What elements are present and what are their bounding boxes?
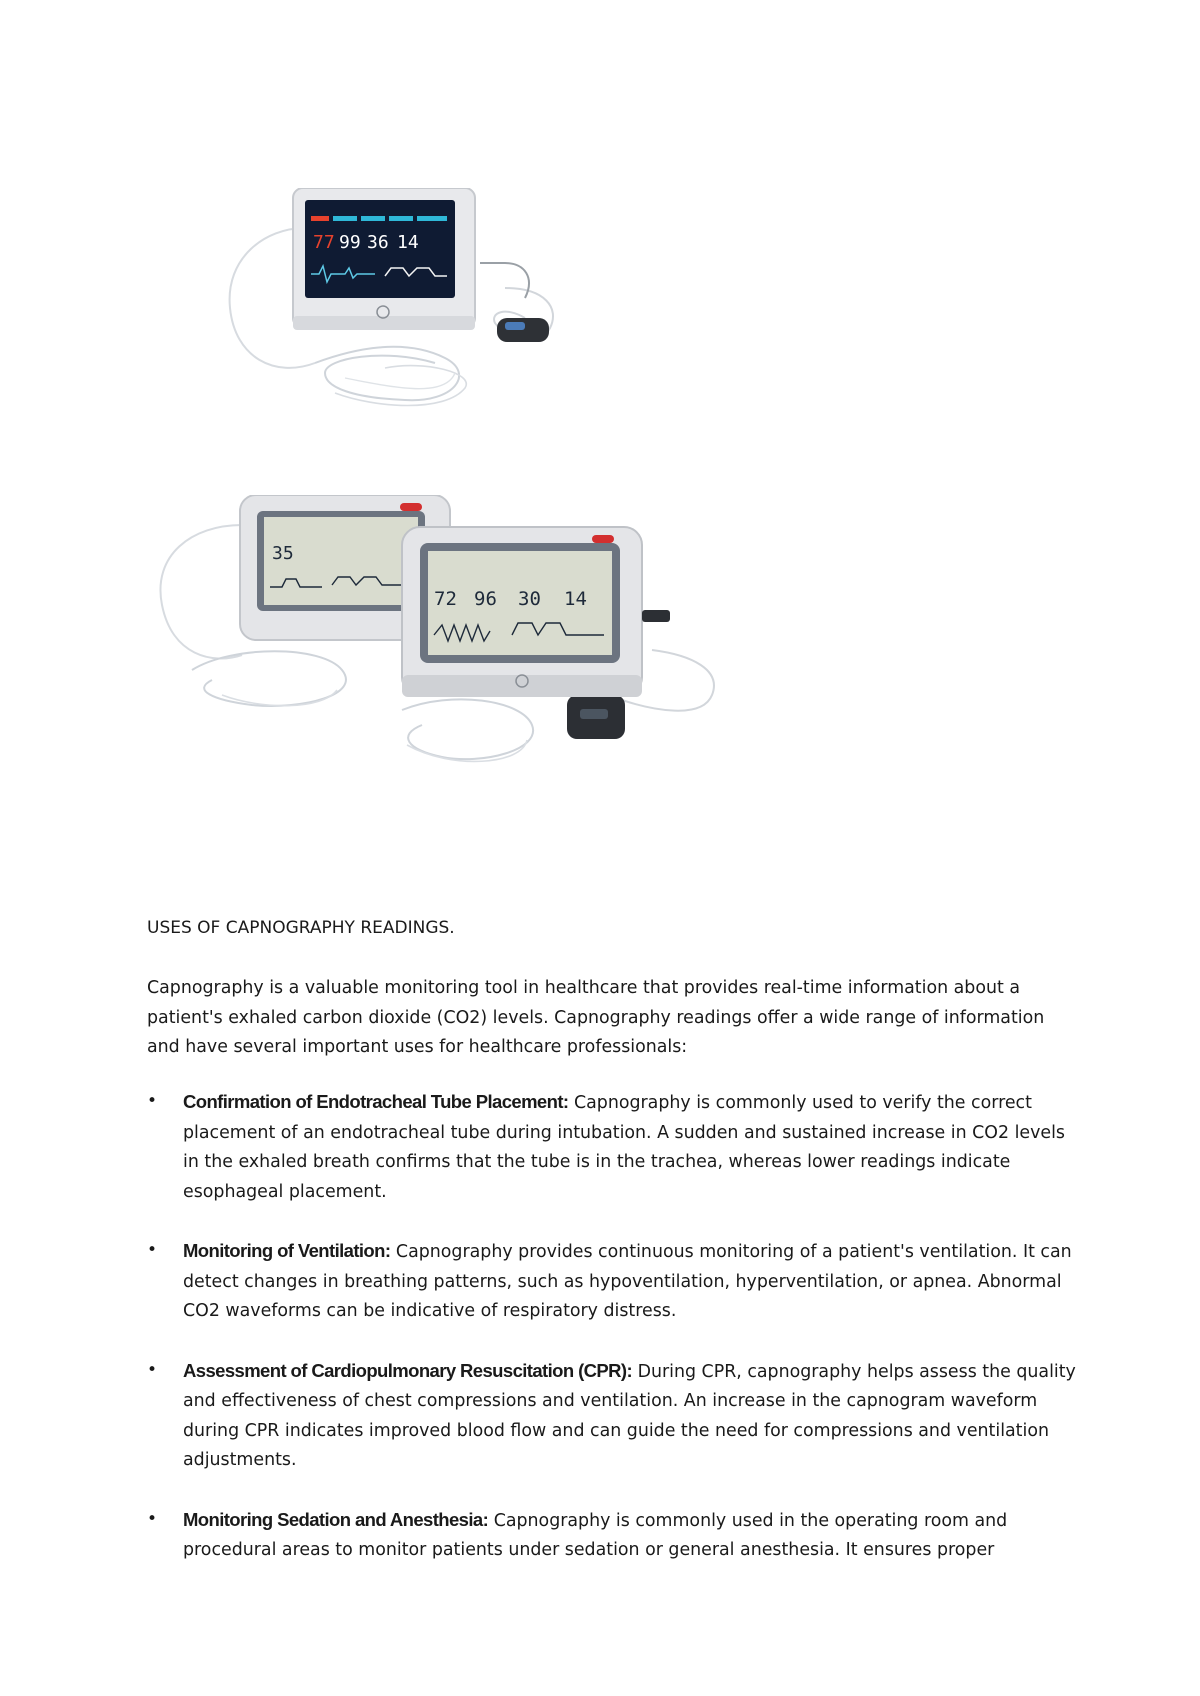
list-item-separator: : [384, 1240, 391, 1261]
list-item-text: Capnography provides continuous monitoring of a patient's ventilation. It can detect changes in breathing patterns, such as hypoventilation, hyperventilation, or apnea. Abnormal CO2 waveforms can be indicative of respiratory distress. [183, 1242, 1072, 1321]
monitor-reading: 96 [474, 588, 497, 610]
bullet-icon: • [147, 1240, 158, 1260]
monitor-reading: 77 [313, 232, 335, 253]
monitor-reading: 30 [518, 588, 541, 610]
list-item-term: Monitoring of Ventilation [183, 1240, 385, 1261]
oximeter-clip-icon [497, 318, 549, 342]
list-item [147, 1236, 1077, 1327]
monitor-reading: 72 [434, 588, 457, 610]
list-item-text: During CPR, capnography helps assess the quality and effectiveness of chest compressions and ventilation. An increase in the capnogram waveform during CPR indicates improved blood flow and can guide the need for compressions and ventilation adjustments. [183, 1361, 1076, 1470]
bullet-icon: • [147, 1359, 158, 1380]
section-heading: USES OF CAPNOGRAPHY READINGS. [147, 918, 455, 938]
monitor-reading: 35 [272, 543, 294, 564]
uses-list [147, 1087, 1077, 1595]
monitor-photo-pair [152, 495, 742, 815]
list-item [147, 1505, 1077, 1566]
list-item-term: Assessment of Cardiopulmonary Resuscitation (CPR) [183, 1359, 627, 1381]
list-item-separator: : [626, 1359, 633, 1381]
list-item [147, 1356, 1077, 1476]
list-item-term: Monitoring Sedation and Anesthesia [183, 1508, 483, 1530]
monitor-reading: 14 [397, 232, 419, 253]
bullet-icon: • [147, 1508, 158, 1529]
bullet-icon: • [147, 1091, 158, 1111]
list-item [147, 1087, 1077, 1207]
list-item-text: Capnography is commonly used in the operating room and procedural areas to monitor patients under sedation or general anesthesia. It ensures proper [183, 1510, 1008, 1560]
list-item-term: Confirmation of Endotracheal Tube Placement [183, 1091, 563, 1112]
list-item-text: Capnography is commonly used to verify the correct placement of an endotracheal tube during intubation. A sudden and sustained increase in CO2 levels in the exhaled breath confirms that the tube is in the trachea, whereas lower readings indicate esophageal placement. [183, 1093, 1065, 1202]
monitor-reading: 14 [564, 588, 587, 610]
list-item-separator: : [482, 1508, 489, 1530]
monitor-photo-single [205, 188, 587, 424]
intro-paragraph: Capnography is a valuable monitoring tool in healthcare that provides real-time information about a patient's exhaled carbon dioxide (CO2) levels. Capnography readings offer a wide range of information and have several important uses for healthcare professionals: [147, 978, 1045, 1057]
list-item-separator: : [562, 1091, 569, 1112]
monitor-reading: 99 [339, 232, 361, 253]
monitor-reading: 36 [367, 232, 389, 253]
